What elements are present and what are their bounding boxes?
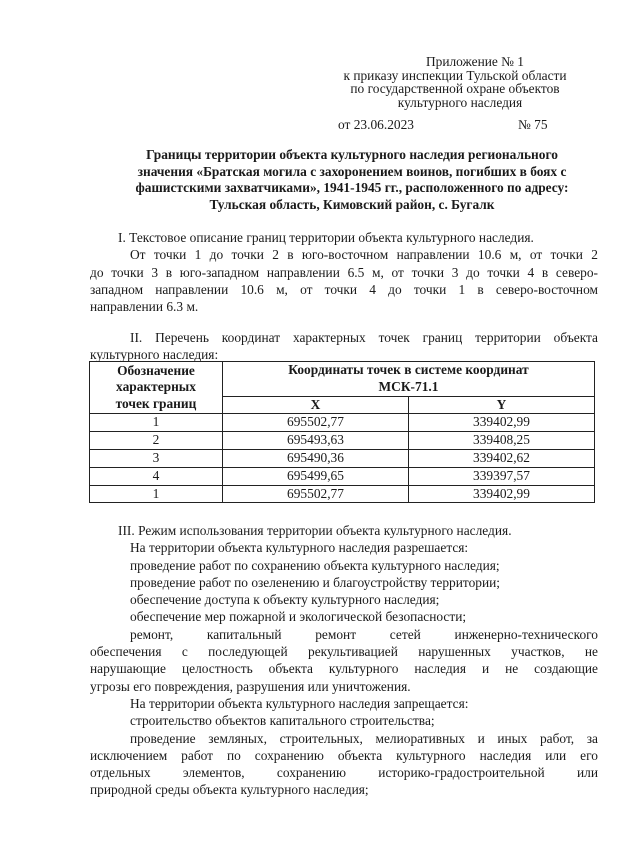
col-x-header: X — [223, 396, 409, 414]
y-cell: 339408,25 — [408, 432, 594, 450]
order-number: № 75 — [518, 117, 548, 132]
section-1 — [90, 229, 598, 315]
section-1-text: От точки 1 до точки 2 в юго-восточном направлении 10.6 м, от точки 2 — [130, 247, 598, 263]
allowed-item: обеспечение доступа к объекту культурного наследия; — [130, 592, 440, 608]
point-cell: 1 — [90, 414, 223, 432]
allowed-repair: угрозы его повреждения, разрушения или уничтожения. — [90, 678, 411, 694]
section-1-text: западном направлении 10.6 м, от точки 4 до точки 1 в северо-восточном — [90, 281, 598, 297]
allowed-item: обеспечение мер пожарной и экологической безопасности; — [130, 609, 467, 625]
table-row — [90, 485, 595, 503]
document-title — [92, 147, 612, 213]
y-cell: 339402,99 — [408, 414, 594, 432]
y-cell: 339402,62 — [408, 449, 594, 467]
col-point-header: Обозначение характерных точек границ — [90, 362, 223, 414]
appendix-heritage-line: культурного наследия — [397, 94, 523, 110]
allowed-heading: На территории объекта культурного наследия разрешается: — [130, 540, 469, 556]
y-cell: 339402,99 — [408, 485, 594, 503]
appendix-authority-line: по государственной охране объектов — [350, 81, 560, 96]
section-1-heading: I. Текстовое описание границ территории объекта культурного наследия. — [118, 230, 534, 245]
table-row — [90, 449, 595, 467]
table-row — [90, 467, 595, 485]
appendix-title: Приложение № 1 — [425, 54, 525, 69]
order-date: от 23.06.2023 — [338, 117, 414, 132]
forbidden-heading: На территории объекта культурного наследия запрещается: — [130, 695, 469, 711]
point-cell: 4 — [90, 467, 223, 485]
forbidden-item: природной среды объекта культурного наследия; — [90, 782, 369, 798]
title-line: Границы территории объекта культурного наследия регионального — [146, 147, 558, 162]
order-date-number — [338, 117, 548, 133]
table-row — [90, 414, 595, 432]
section-3 — [90, 522, 598, 799]
y-cell: 339397,57 — [408, 467, 594, 485]
allowed-item: проведение работ по сохранению объекта культурного наследия; — [130, 557, 500, 573]
appendix-order-line: к приказу инспекции Тульской области — [343, 67, 567, 83]
section-2-heading-cont: культурного наследия: — [90, 347, 219, 363]
x-cell: 695493,63 — [223, 432, 409, 450]
section-1-text: направлении 6.3 м. — [90, 299, 199, 315]
allowed-item: проведение работ по озеленению и благоустройству территории; — [130, 574, 501, 590]
forbidden-item: исключением работ по сохранению объекта культурного наследия или его — [90, 747, 598, 763]
point-cell: 2 — [90, 432, 223, 450]
point-cell: 3 — [90, 449, 223, 467]
title-line: Тульская область, Кимовский район, с. Бугалк — [209, 196, 495, 212]
coordinates-table — [89, 361, 595, 503]
table-row — [90, 432, 595, 450]
col-y-header: Y — [408, 396, 594, 414]
point-cell: 1 — [90, 485, 223, 503]
title-line: фашистскими захватчиками», 1941-1945 гг., расположенного по адресу: — [135, 180, 569, 196]
title-line: значения «Братская могила с захоронением воинов, погибших в боях с — [137, 163, 567, 179]
section-3-heading: III. Режим использования территории объекта культурного наследия. — [118, 523, 512, 538]
section-2-heading: II. Перечень координат характерных точек границ территории объекта — [130, 330, 598, 345]
section-2 — [90, 329, 598, 364]
allowed-repair: нарушающие целостность объекта культурного наследия и не создающие — [90, 661, 598, 677]
x-cell: 695502,77 — [223, 414, 409, 432]
x-cell: 695499,65 — [223, 467, 409, 485]
section-1-text: до точки 3 в юго-западном направлении 6.5 м, от точки 3 до точки 4 в северо- — [90, 264, 598, 280]
forbidden-item: отдельных элементов, сохранению историко-градостроительной или — [90, 765, 598, 781]
col-coords-header: Координаты точек в системе координат МСК-71.1 — [223, 362, 595, 397]
x-cell: 695490,36 — [223, 449, 409, 467]
forbidden-item: проведение земляных, строительных, мелиоративных и иных работ, за — [130, 730, 598, 746]
x-cell: 695502,77 — [223, 485, 409, 503]
forbidden-item: строительство объектов капитального строительства; — [130, 713, 435, 729]
allowed-repair: ремонт, капитальный ремонт сетей инженерно-технического — [130, 626, 598, 642]
appendix-header — [300, 55, 610, 109]
allowed-repair: обеспечения с последующей рекультивацией нарушенных участков, не — [90, 644, 598, 660]
